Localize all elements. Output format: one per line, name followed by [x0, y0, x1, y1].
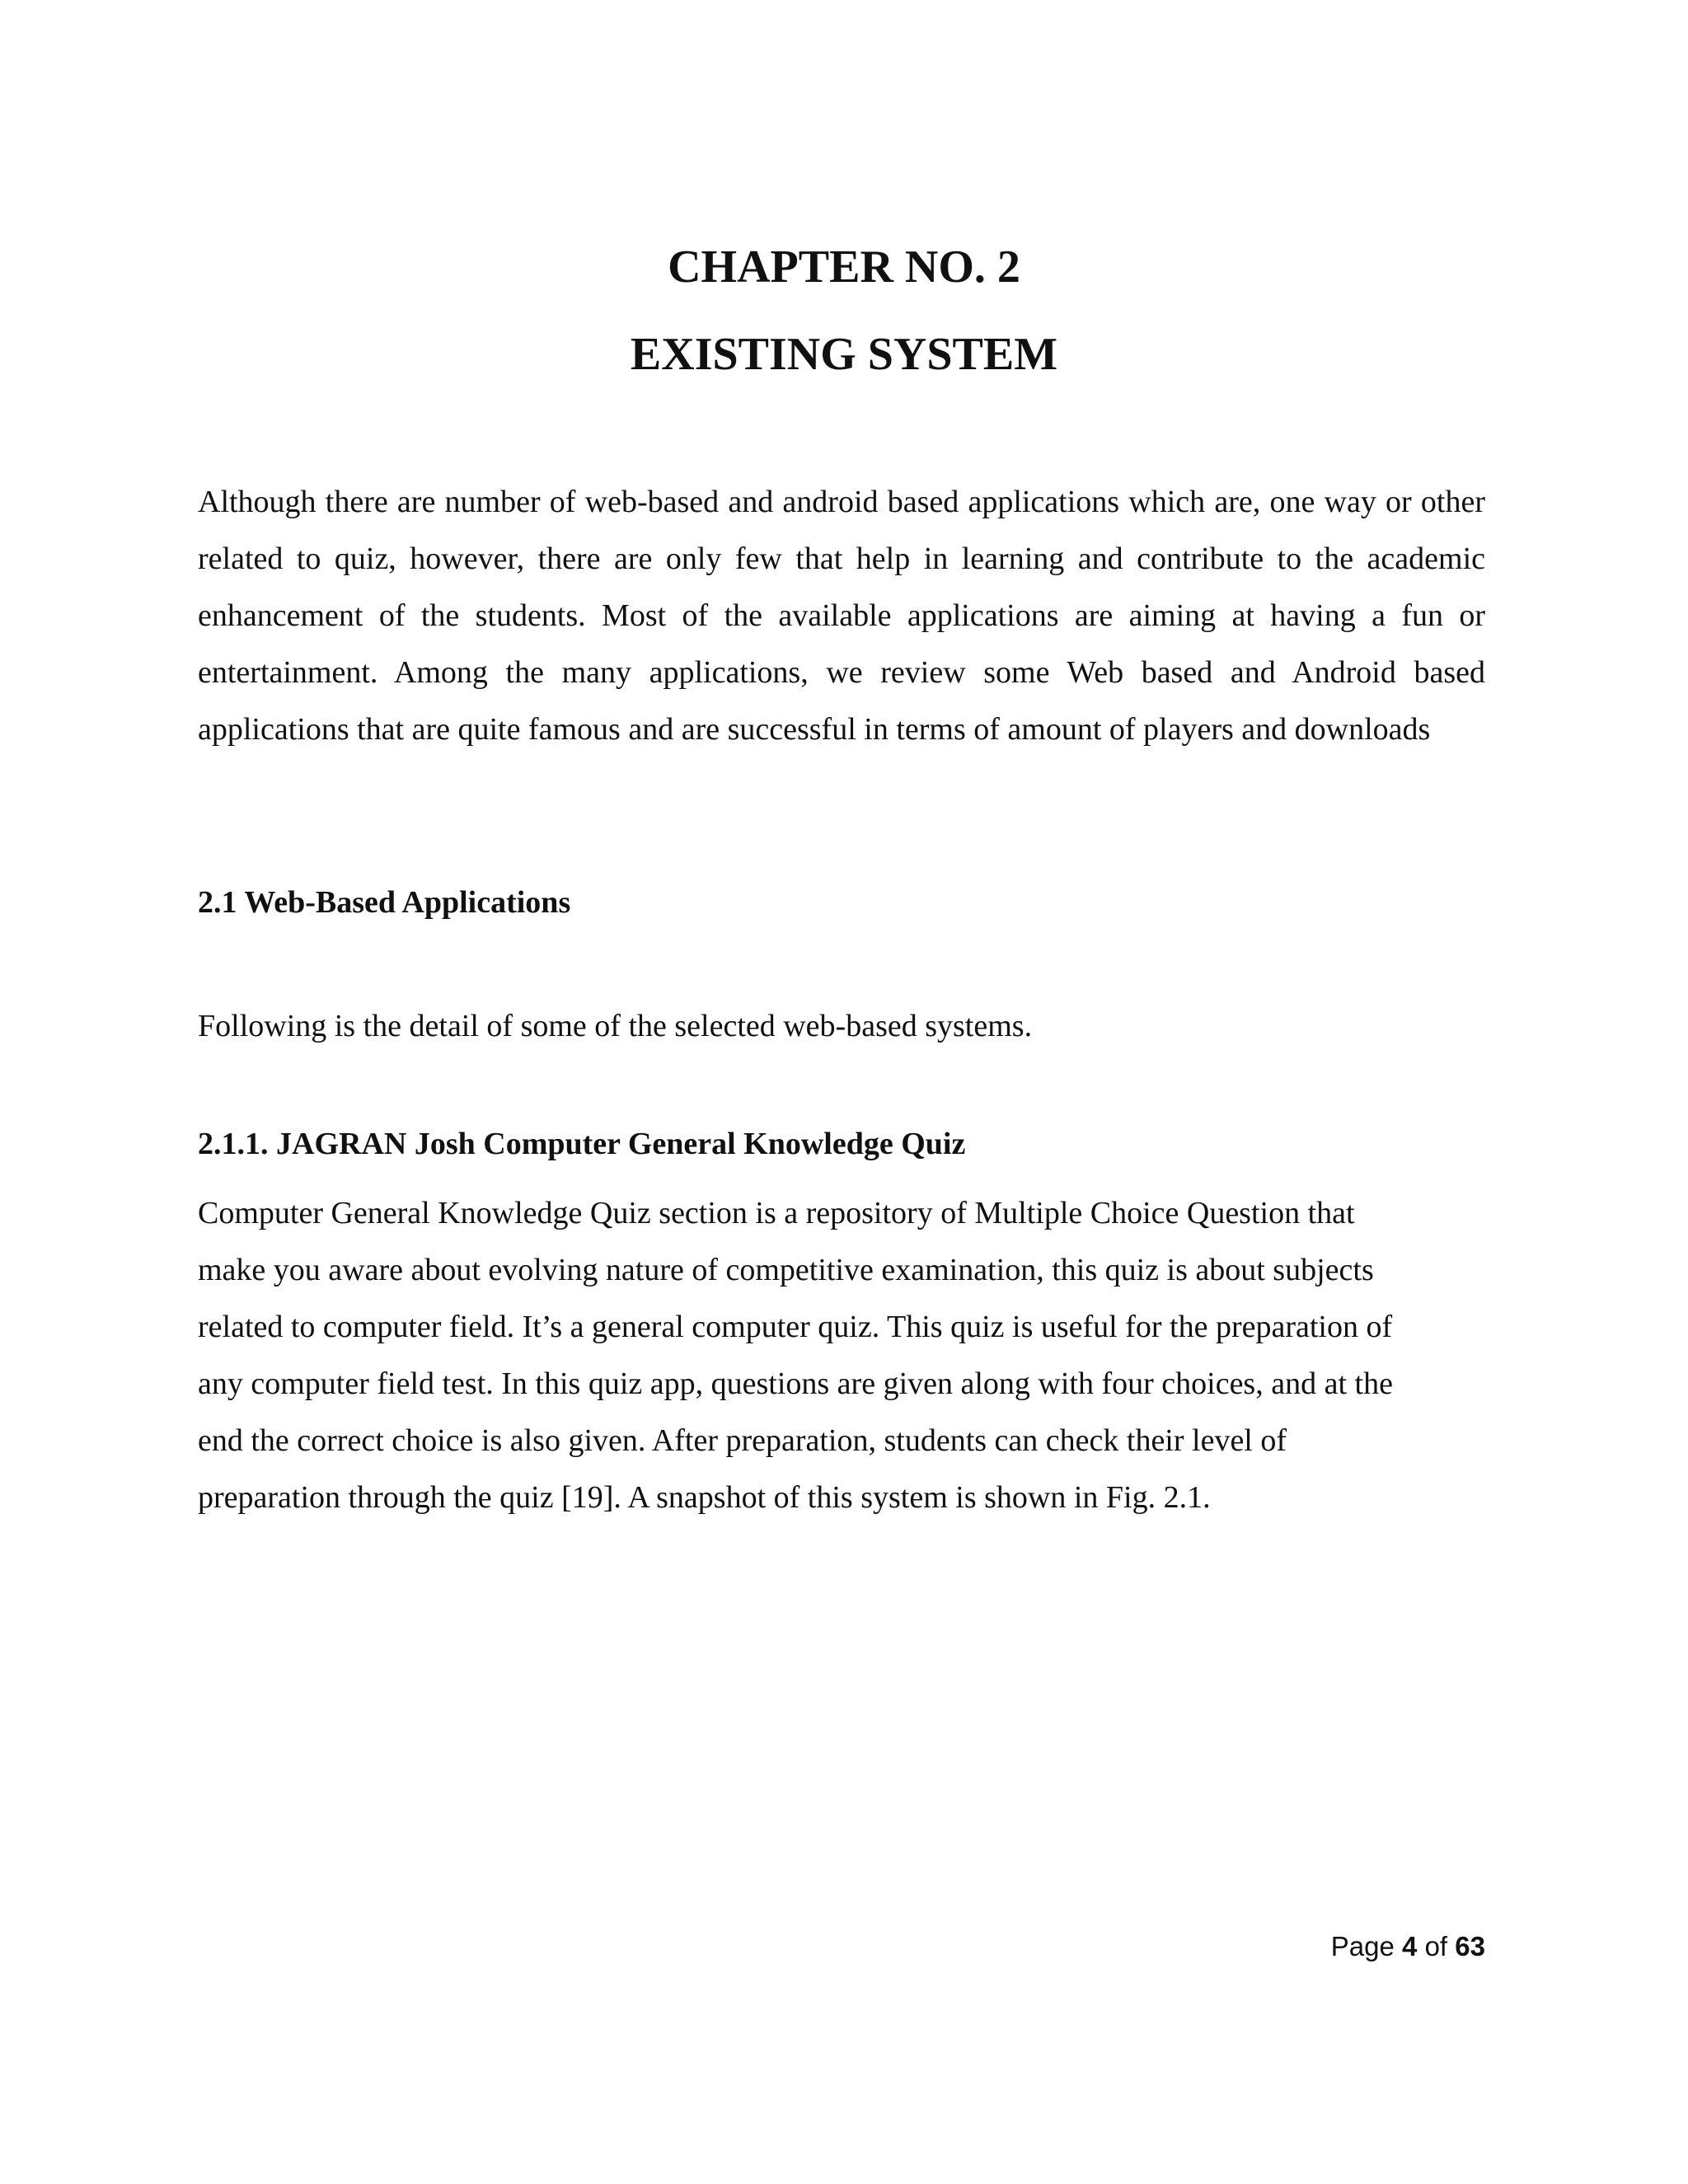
of-label: of [1424, 1931, 1448, 1961]
section-2-1-text: Following is the detail of some of the selected web-based systems. [198, 1009, 1033, 1043]
total-pages-number: 63 [1455, 1931, 1485, 1961]
chapter-title: EXISTING SYSTEM [630, 329, 1058, 380]
section-heading-2-1-1: 2.1.1. JAGRAN Josh Computer General Knowledge Quiz [198, 1127, 966, 1161]
page-footer [1331, 1930, 1485, 1963]
paragraph-line: end the correct choice is also given. After preparation, students can check their level of [198, 1423, 1287, 1458]
chapter-number: CHAPTER NO. 2 [668, 241, 1020, 293]
paragraph-line: make you aware about evolving nature of competitive examination, this quiz is about subjects [198, 1253, 1374, 1287]
paragraph-line: Computer General Knowledge Quiz section is a repository of Multiple Choice Question that [198, 1196, 1355, 1230]
paragraph-line: preparation through the quiz [19]. A snapshot of this system is shown in Fig. 2.1. [198, 1480, 1211, 1515]
section-heading-2-1: 2.1 Web-Based Applications [198, 885, 571, 920]
intro-paragraph: Although there are number of web-based and android based applications which are, one way or other related to quiz, however, there are only few that help in learning and contribute to the academic enhancement of the students. Most of the available applications are aiming at having a fun or entertainment. Among the many applications, we review some Web based and Android based applications that are quite famous and are successful in terms of amount of players and downloads [198, 485, 1485, 747]
paragraph-line: any computer field test. In this quiz app, questions are given along with four choices, and at the [198, 1366, 1393, 1401]
paragraph-line: related to computer field. It’s a general computer quiz. This quiz is useful for the preparation of [198, 1310, 1393, 1344]
current-page-number: 4 [1402, 1931, 1418, 1961]
page-label: Page [1330, 1931, 1395, 1961]
section-2-1-1-paragraph [198, 1185, 1485, 1526]
